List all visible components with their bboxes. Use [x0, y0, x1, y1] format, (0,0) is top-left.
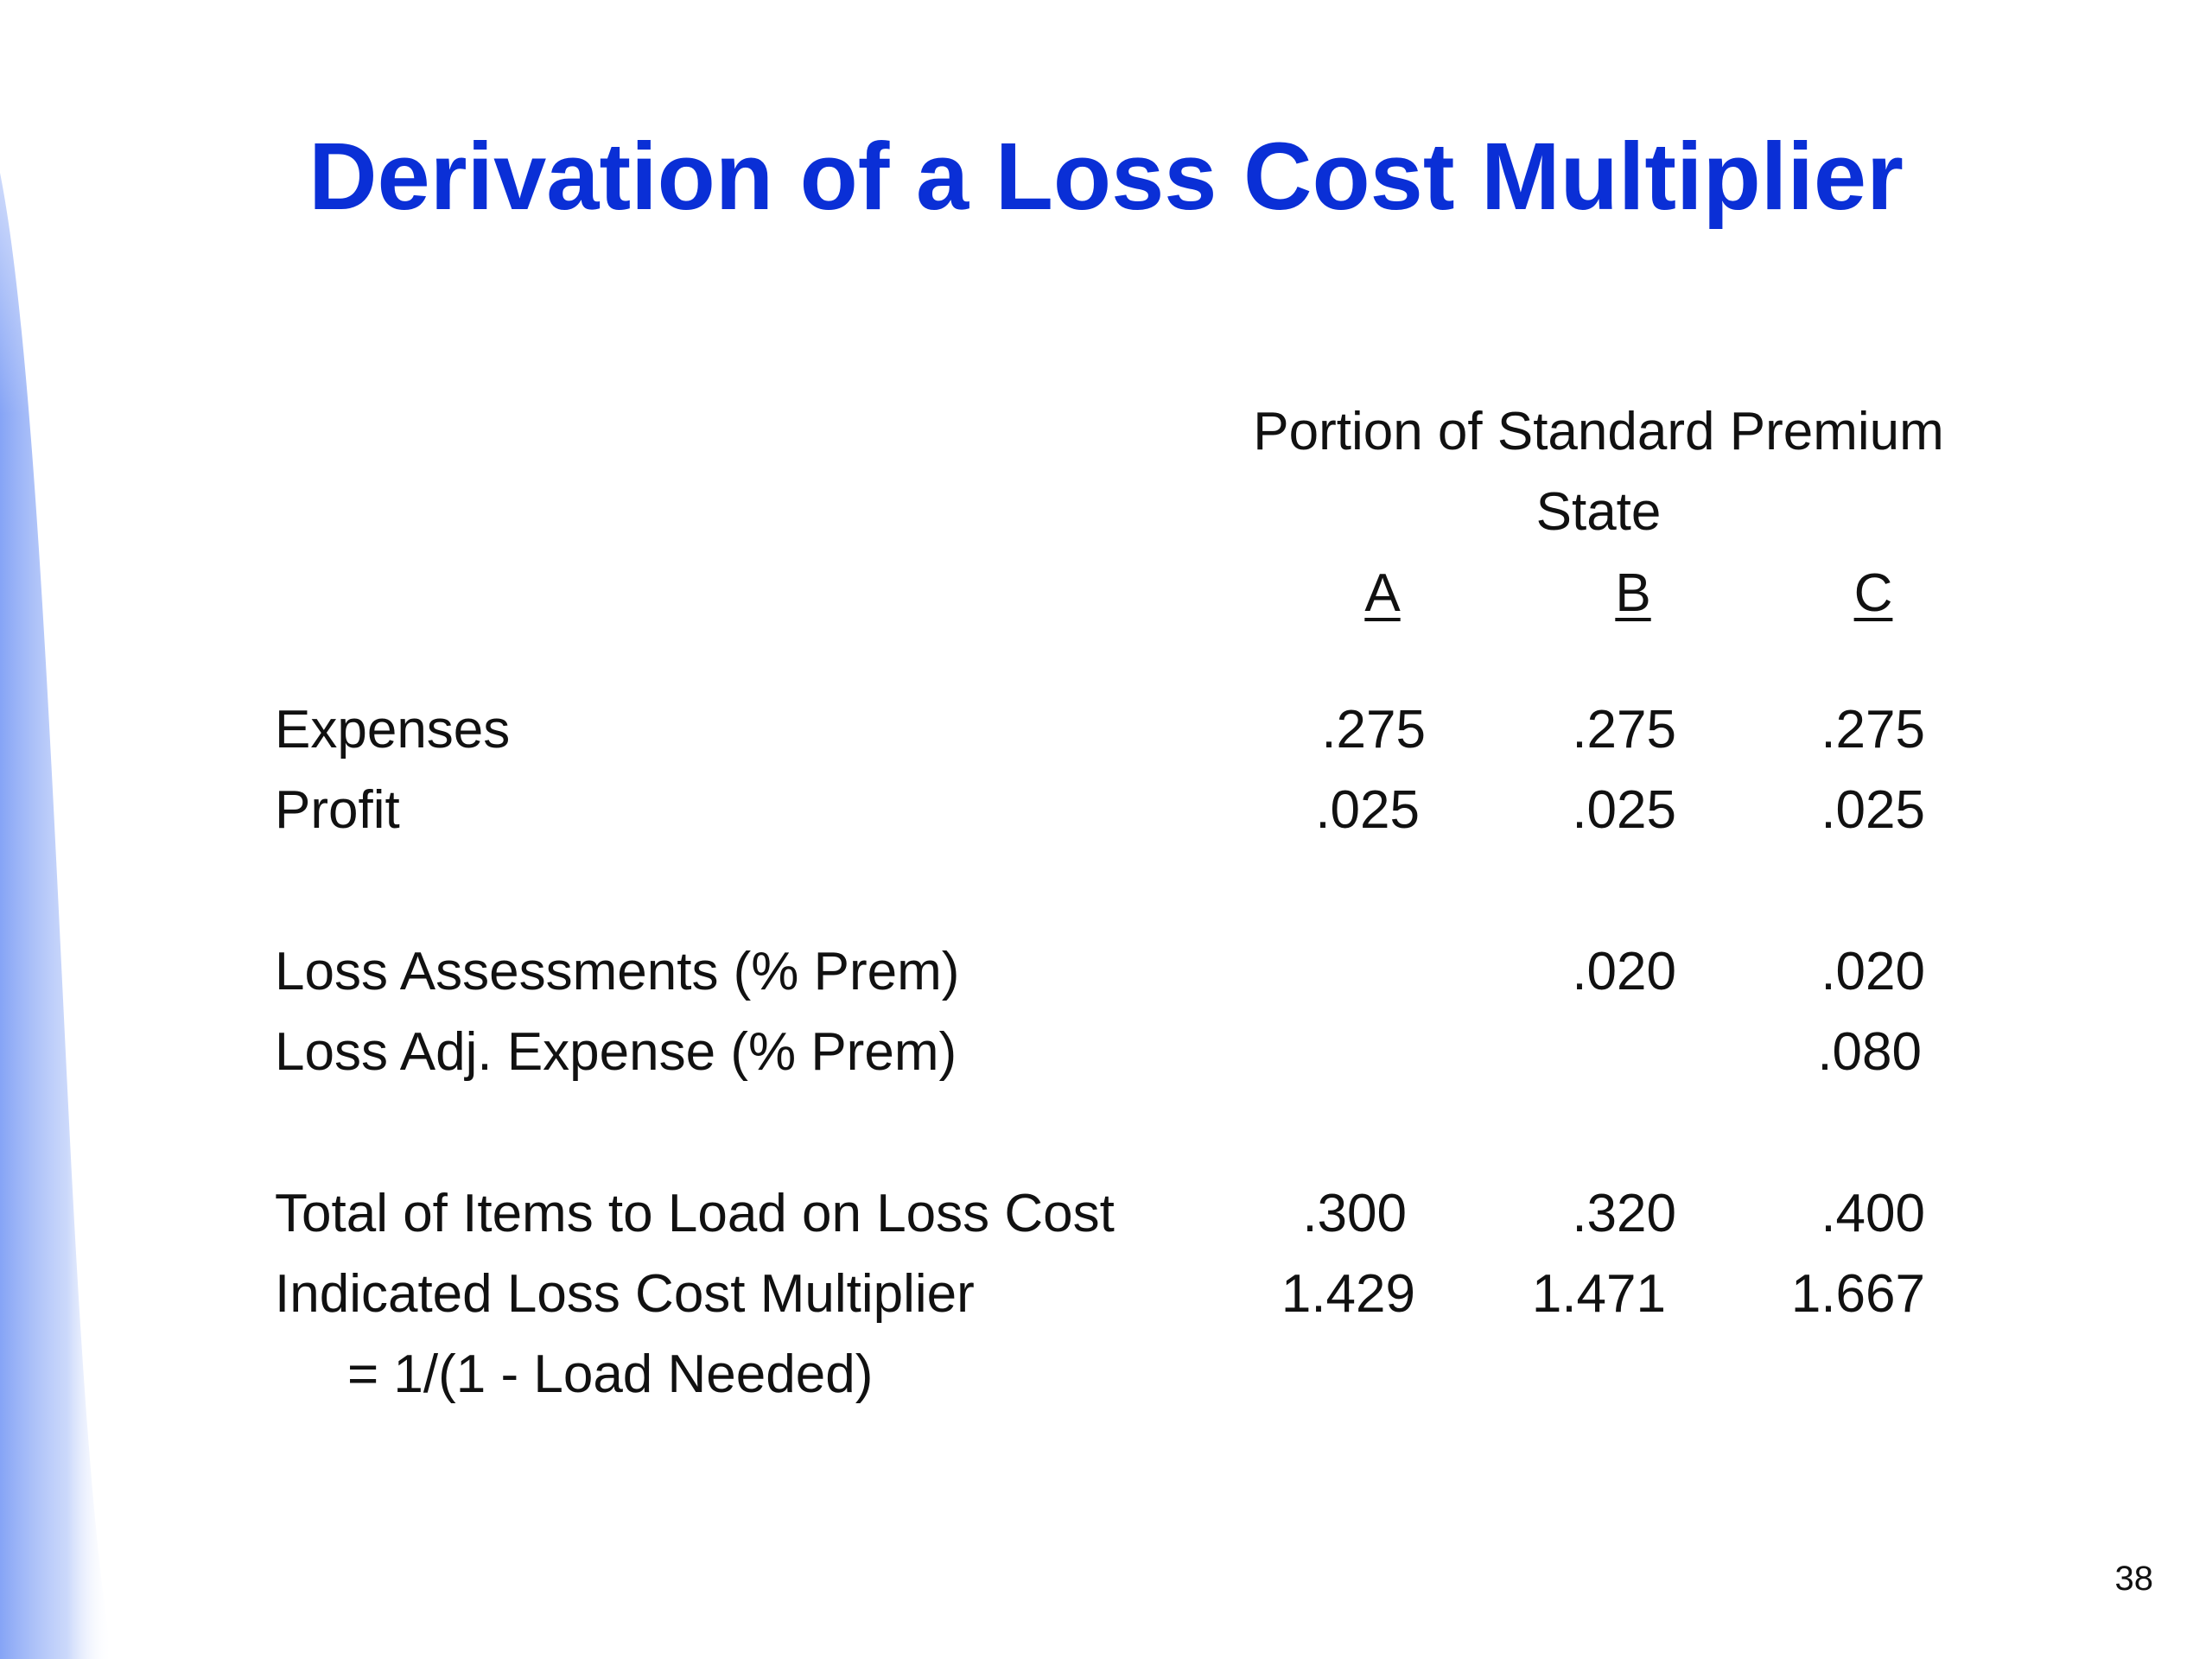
row-label-loss-adj-expense: Loss Adj. Expense (% Prem): [275, 1022, 957, 1082]
cell-loss-assessments-c: .020: [1821, 942, 1925, 1001]
cell-expenses-b: .275: [1572, 700, 1676, 760]
row-label-profit: Profit: [275, 780, 400, 840]
row-label-total-load: Total of Items to Load on Loss Cost: [275, 1184, 1115, 1243]
cell-total-load-b: .320: [1572, 1184, 1676, 1243]
table-header-state: State: [1535, 482, 1662, 542]
page-number: 38: [2114, 1560, 2153, 1598]
side-band-decoration: [0, 0, 138, 1659]
cell-expenses-c: .275: [1821, 700, 1925, 760]
cell-profit-c: .025: [1821, 780, 1925, 840]
table-header-portion: Portion of Standard Premium: [1253, 402, 1944, 461]
cell-expenses-a: .275: [1321, 700, 1426, 760]
cell-total-load-c: .400: [1821, 1184, 1925, 1243]
cell-loss-adj-expense-c: .080: [1817, 1022, 1922, 1082]
slide-title: Derivation of a Loss Cost Multiplier: [308, 124, 1904, 230]
cell-profit-b: .025: [1572, 780, 1676, 840]
cell-indicated-multiplier-c: 1.667: [1790, 1264, 1925, 1324]
cell-indicated-multiplier-a: 1.429: [1281, 1264, 1415, 1324]
column-header-a: A: [1364, 563, 1401, 623]
column-header-b: B: [1615, 563, 1651, 623]
cell-profit-a: .025: [1315, 780, 1420, 840]
row-label-expenses: Expenses: [275, 700, 511, 760]
cell-loss-assessments-b: .020: [1572, 942, 1676, 1001]
row-label-loss-assessments: Loss Assessments (% Prem): [275, 942, 960, 1001]
cell-indicated-multiplier-b: 1.471: [1531, 1264, 1666, 1324]
row-label-indicated-multiplier: Indicated Loss Cost Multiplier: [275, 1264, 975, 1324]
formula-note: = 1/(1 - Load Needed): [347, 1344, 874, 1404]
column-header-c: C: [1853, 563, 1893, 623]
cell-total-load-a: .300: [1302, 1184, 1407, 1243]
